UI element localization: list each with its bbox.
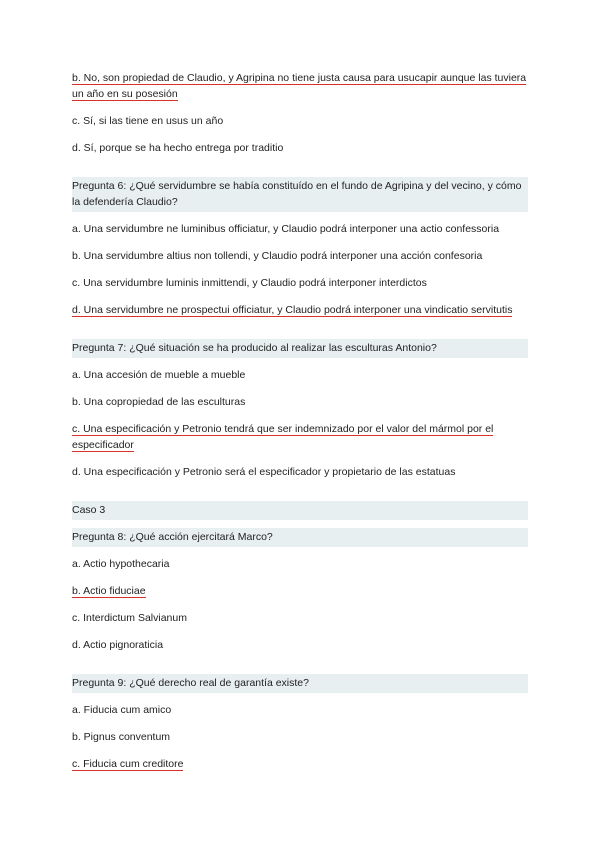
case-3-heading: Caso 3 — [72, 501, 528, 520]
option-5d: d. Sí, porque se ha hecho entrega por traditio — [72, 142, 284, 154]
option-6b: b. Una servidumbre altius non tollendi, y Claudio podrá interponer una acción confesoria — [72, 250, 483, 262]
option-9c: c. Fiducia cum creditore — [72, 758, 184, 770]
option-7c: c. Una especificación y Petronio tendrá que ser indemnizado por el valor del mármol por el especificador — [72, 423, 494, 451]
question-7: Pregunta 7: ¿Qué situación se ha producido al realizar las esculturas Antonio? — [72, 339, 528, 358]
option-9a: a. Fiducia cum amico — [72, 704, 172, 716]
option-5c: c. Sí, si las tiene en usus un año — [72, 115, 224, 127]
option-7a: a. Una accesión de mueble a mueble — [72, 369, 246, 381]
option-8a: a. Actio hypothecaria — [72, 558, 170, 570]
option-9b: b. Pignus conventum — [72, 731, 171, 743]
option-6d: d. Una servidumbre ne prospectui officiatur, y Claudio podrá interponer una vindicatio servitutis — [72, 304, 513, 316]
option-6a: a. Una servidumbre ne luminibus officiatur, y Claudio podrá interponer una actio confessoria — [72, 223, 500, 235]
option-8c: c. Interdictum Salvianum — [72, 612, 187, 624]
option-7b: b. Una copropiedad de las esculturas — [72, 396, 246, 408]
question-9: Pregunta 9: ¿Qué derecho real de garantía existe? — [72, 674, 528, 693]
option-8b: b. Actio fiduciae — [72, 585, 146, 597]
quiz-content — [72, 69, 528, 774]
option-7d: d. Una especificación y Petronio será el especificador y propietario de las estatuas — [72, 466, 456, 478]
question-8: Pregunta 8: ¿Qué acción ejercitará Marco? — [72, 528, 528, 547]
option-8d: d. Actio pignoraticia — [72, 639, 164, 651]
question-6: Pregunta 6: ¿Qué servidumbre se había constituído en el fundo de Agripina y del vecino, y cómo la defendería Claudio? — [72, 177, 528, 212]
option-5b: b. No, son propiedad de Claudio, y Agripina no tiene justa causa para usucapir aunque las tuviera un año en su posesión — [72, 72, 527, 100]
option-6c: c. Una servidumbre luminis inmittendi, y Claudio podrá interponer interdictos — [72, 277, 427, 289]
